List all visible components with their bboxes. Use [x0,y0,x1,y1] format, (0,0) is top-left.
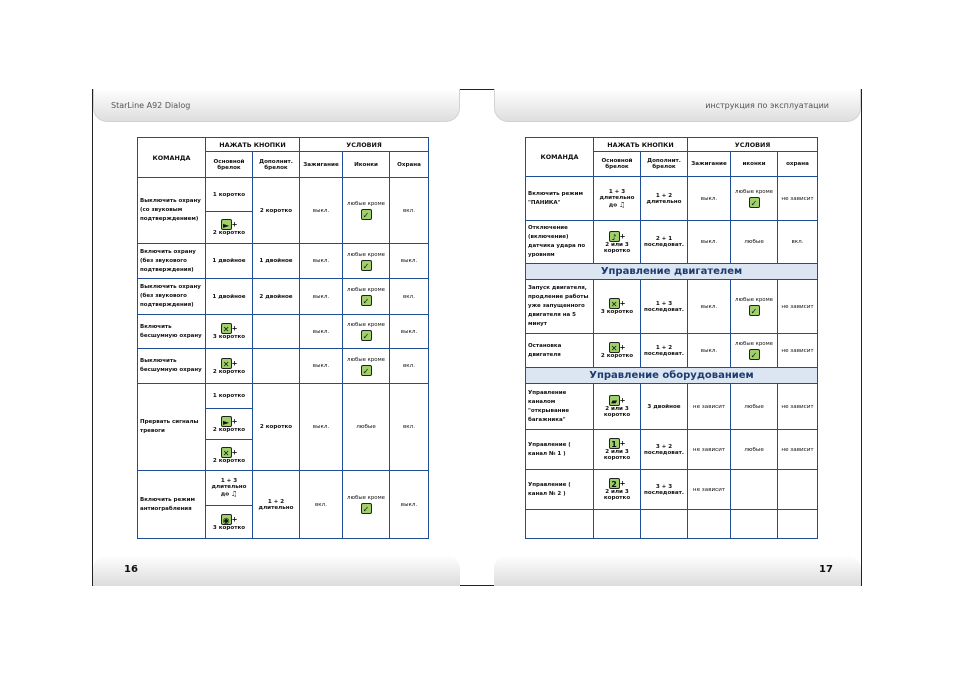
shock-sensor-icon: ♪ [609,231,620,242]
row-label: Выключить бесшумную охрану [138,349,206,384]
ignition-cell: не зависит [688,384,731,430]
key-icon: ✓ [361,209,372,220]
fan-icon: ✕ [221,358,232,369]
guard-cell: не зависит [778,384,818,430]
icons-text: любые кроме [347,201,385,207]
row-label: Прервать сигналы тревоги [138,384,206,471]
main-fob-cell: 1 двойное [206,244,253,279]
icons-cell [731,334,778,368]
row-label: Включить режим "ПАНИКА" [526,177,594,221]
left-page-number: 16 [124,564,138,575]
extra-fob-cell: 2 коротко [253,384,300,471]
right-page-number: 17 [819,564,833,575]
key-icon: ✓ [361,365,372,376]
guard-cell: не зависит [778,334,818,368]
guard-cell: выкл. [390,471,429,539]
key-icon: ✓ [361,295,372,306]
extra-fob-cell [253,349,300,384]
sub-main-fob: Основной брелок [206,152,253,178]
extra-fob-cell: 3 + 3 последоват. [641,470,688,510]
icons-text: любые кроме [347,322,385,328]
music-note-icon: ♫ [231,490,238,498]
right-header-title: инструкция по эксплуатации [705,101,829,110]
plus-sign: + [619,396,626,405]
plus-sign: + [619,439,626,448]
col-press: НАЖАТЬ КНОПКИ [594,138,688,152]
guard-cell: вкл. [390,178,429,244]
main-fob-cell: 1 коротко [206,178,253,212]
section-engine-control: Управление двигателем [526,264,818,280]
left-header-title: StarLine A92 Dialog [111,101,191,110]
row-label: Выключить охрану (со звуковым подтверждением) [138,178,206,244]
music-note-icon: ♫ [619,200,626,209]
key-icon: ✓ [749,305,760,316]
main-fob-cell [206,212,253,244]
ignition-cell: не зависит [688,430,731,470]
sub-ignition: Зажигание [688,152,731,177]
key-icon: ✓ [361,503,372,514]
guard-cell: не зависит [778,177,818,221]
press-text: 1 + 3 длительно до [211,478,247,498]
arrow-icon: ► [221,416,232,427]
empty-cell [594,510,641,539]
extra-fob-cell: 2 + 1 последоват. [641,221,688,264]
empty-cell [641,510,688,539]
press-text: 3 коротко [212,334,246,340]
icons-cell [343,279,390,315]
main-fob-cell [206,315,253,349]
fan-icon: ✕ [609,342,620,353]
row-label: Отключение (включение) датчика удара по уровням [526,221,594,264]
fan-icon: ✕ [221,323,232,334]
icons-text: любые кроме [347,495,385,501]
fan-icon: ✕ [609,298,620,309]
left-page-header [93,89,460,122]
sub-guard: Охрана [390,152,429,178]
icons-cell [343,471,390,539]
icons-text: любые кроме [735,189,773,195]
main-fob-cell [206,506,253,539]
main-fob-cell [594,221,641,264]
extra-fob-cell [253,315,300,349]
sub-icons: Иконки [343,152,390,178]
guard-cell [778,470,818,510]
ignition-cell: выкл. [300,178,343,244]
extra-fob-cell: 1 + 2 длительно [253,471,300,539]
ignition-cell: выкл. [688,177,731,221]
icons-cell: любые [731,221,778,264]
main-fob-cell: 1 коротко [206,384,253,409]
plus-sign: + [231,448,238,456]
main-fob-cell [594,384,641,430]
press-text: 2 или 3 коротко [603,449,631,461]
fan-icon: ✕ [221,447,232,458]
icons-cell [731,280,778,334]
icons-cell: любые [731,430,778,470]
extra-fob-cell: 2 двойное [253,279,300,315]
press-text: 2 коротко [212,230,246,236]
row-label: Остановка двигателя [526,334,594,368]
col-conditions: УСЛОВИЯ [300,138,429,152]
icons-cell [343,349,390,384]
ignition-cell: выкл. [688,280,731,334]
extra-fob-cell: 1 двойное [253,244,300,279]
row-label: Выключить охрану (без звукового подтверждения) [138,279,206,315]
right-page-header [494,89,861,122]
channel-2-icon: 2 [609,478,620,489]
key-icon: ✓ [749,197,760,208]
main-fob-cell [206,409,253,440]
main-fob-cell [594,177,641,221]
guard-cell: не зависит [778,280,818,334]
empty-cell [731,510,778,539]
guard-cell: вкл. [390,349,429,384]
icons-text: любые кроме [735,341,773,347]
ignition-cell: выкл. [300,384,343,471]
icons-text: любые кроме [347,287,385,293]
sub-extra-fob: Дополнит. брелок [641,152,688,177]
press-text: 2 или 3 коротко [603,241,631,254]
main-fob-cell [594,430,641,470]
ignition-cell: выкл. [688,334,731,368]
plus-sign: + [231,220,238,229]
press-text: 2 коротко [212,368,246,375]
extra-fob-cell: 2 коротко [253,178,300,244]
guard-cell: вкл. [390,279,429,315]
key-icon: ✓ [361,330,372,341]
row-label: Управление ( канал № 2 ) [526,470,594,510]
icons-cell [731,177,778,221]
guard-cell: выкл. [390,315,429,349]
row-label: Запуск двигателя, продление работы уже запущенного двигателя на 5 минут [526,280,594,334]
press-text: 2 или 3 коротко [603,489,631,501]
icons-cell [343,178,390,244]
col-command: КОМАНДА [526,138,594,177]
ignition-cell: выкл. [300,244,343,279]
channel-1-icon: 1 [609,438,620,449]
ignition-cell: выкл. [300,279,343,315]
ignition-cell: выкл. [300,315,343,349]
lock-icon: ◉ [221,514,232,525]
main-fob-cell [206,440,253,471]
guard-cell: вкл. [778,221,818,264]
main-fob-cell [594,280,641,334]
col-press: НАЖАТЬ КНОПКИ [206,138,300,152]
sub-icons: иконки [731,152,778,177]
ignition-cell: не зависит [688,470,731,510]
press-text: 2 коротко [600,353,634,359]
icons-text: любые кроме [735,297,773,303]
sub-guard: охрана [778,152,818,177]
extra-fob-cell: 1 + 3 последоват. [641,280,688,334]
main-fob-cell [206,349,253,384]
plus-sign: + [231,417,238,425]
extra-fob-cell: 1 + 2 последоват. [641,334,688,368]
left-page-footer [93,555,460,586]
ignition-cell: выкл. [300,349,343,384]
press-text: 3 коротко [212,524,246,531]
plus-sign: + [231,324,238,333]
right-page-footer [494,555,861,586]
trunk-icon: ▰ [609,395,620,406]
empty-cell [688,510,731,539]
plus-sign: + [619,299,626,308]
empty-cell [526,510,594,539]
col-command: КОМАНДА [138,138,206,178]
plus-sign: + [231,359,238,367]
sub-main-fob: Основной брелок [594,152,641,177]
press-text: 2 или 3 коротко [603,406,631,418]
plus-sign: + [619,479,626,488]
plus-sign: + [231,515,238,523]
sub-ignition: Зажигание [300,152,343,178]
row-label: Управление каналом "открывание багажника" [526,384,594,430]
arrow-icon: ► [221,219,232,230]
extra-fob-cell: 3 + 2 последоват. [641,430,688,470]
extra-fob-cell: 1 + 2 длительно [641,177,688,221]
right-command-table [525,137,818,539]
press-text: 1 + 3 длительно до [599,188,635,208]
main-fob-cell [594,470,641,510]
extra-fob-cell: 3 двойное [641,384,688,430]
guard-cell: выкл. [390,244,429,279]
icons-text: любые кроме [347,251,385,258]
row-label: Включить бесшумную охрану [138,315,206,349]
row-label: Включить режим антиограбления [138,471,206,539]
icons-cell: любые [343,384,390,471]
press-text: 2 коротко [212,457,246,464]
icons-text: любые кроме [347,356,385,363]
ignition-cell: вкл. [300,471,343,539]
col-conditions: УСЛОВИЯ [688,138,818,152]
plus-sign: + [619,232,626,240]
main-fob-cell [206,471,253,506]
press-text: 2 коротко [212,426,246,433]
key-icon: ✓ [749,349,760,360]
left-command-table [137,137,429,539]
press-text: 3 коротко [600,309,634,315]
icons-cell [343,315,390,349]
main-fob-cell: 1 двойное [206,279,253,315]
section-equipment-control: Управление оборудованием [526,368,818,384]
row-label: Включить охрану (без звукового подтверждения) [138,244,206,279]
icons-cell [343,244,390,279]
icons-cell [731,470,778,510]
icons-cell: любые [731,384,778,430]
sub-extra-fob: Дополнит. брелок [253,152,300,178]
row-label: Управление ( канал № 1 ) [526,430,594,470]
empty-cell [778,510,818,539]
plus-sign: + [619,343,626,352]
guard-cell: не зависит [778,430,818,470]
key-icon: ✓ [361,260,372,271]
guard-cell: вкл. [390,384,429,471]
main-fob-cell [594,334,641,368]
ignition-cell: выкл. [688,221,731,264]
